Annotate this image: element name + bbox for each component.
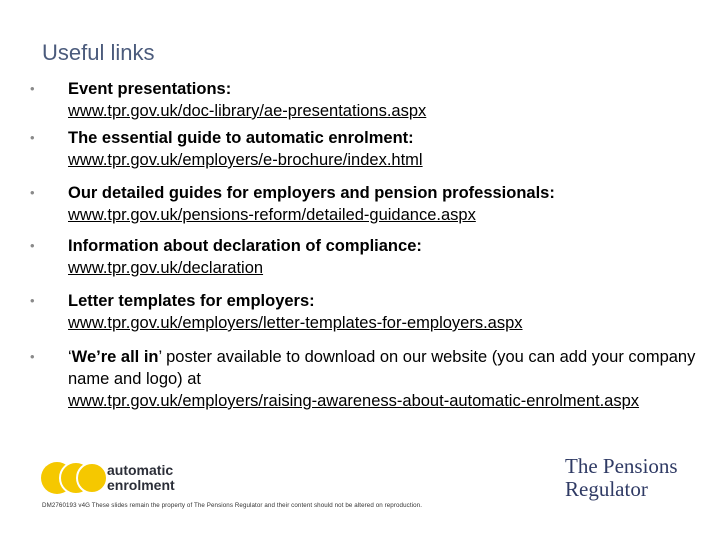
poster-title: We’re all in <box>71 348 159 366</box>
link-url[interactable]: www.tpr.gov.uk/doc-library/ae-presentations.aspx <box>68 102 427 120</box>
tpr-line-2: Regulator <box>565 477 648 501</box>
link-label: Event presentations: <box>68 80 232 98</box>
poster-description: ’ poster available to download on our website (you can add your company name and logo) at <box>68 348 696 388</box>
bullet: • <box>30 293 35 308</box>
links-list <box>30 78 710 412</box>
list-item <box>30 290 710 334</box>
quote-open: ‘ <box>68 348 72 366</box>
bullet: • <box>30 185 35 200</box>
list-item <box>30 182 710 226</box>
bullet: • <box>30 238 35 253</box>
ae-line-2: enrolment <box>107 477 175 493</box>
poster-text <box>68 346 710 390</box>
list-item <box>30 78 710 122</box>
list-item <box>30 235 710 279</box>
link-url[interactable]: www.tpr.gov.uk/employers/raising-awareness-about-automatic-enrolment.aspx <box>68 392 640 410</box>
link-label: The essential guide to automatic enrolment: <box>68 129 414 147</box>
pensions-regulator-logo <box>565 455 678 501</box>
page-title: Useful links <box>42 40 155 65</box>
link-url[interactable]: www.tpr.gov.uk/declaration <box>68 259 264 277</box>
link-url[interactable]: www.tpr.gov.uk/employers/e-brochure/index.html <box>68 151 423 169</box>
bullet: • <box>30 81 35 96</box>
link-label: Letter templates for employers: <box>68 292 315 310</box>
link-url[interactable]: www.tpr.gov.uk/pensions-reform/detailed-guidance.aspx <box>68 206 476 224</box>
automatic-enrolment-wordmark <box>107 463 175 493</box>
list-item <box>30 127 710 171</box>
link-label: Our detailed guides for employers and pension professionals: <box>68 184 555 202</box>
ae-line-1: automatic <box>107 462 174 478</box>
bullet: • <box>30 349 35 364</box>
list-item <box>30 346 710 412</box>
bullet: • <box>30 130 35 145</box>
footer-disclaimer: DM2760193 v4G These slides remain the property of The Pensions Regulator and their content should not be altered on reproduction. <box>42 502 423 509</box>
link-label: Information about declaration of compliance: <box>68 237 422 255</box>
tpr-line-1: The Pensions <box>565 454 678 478</box>
link-url[interactable]: www.tpr.gov.uk/employers/letter-templates-for-employers.aspx <box>68 314 523 332</box>
